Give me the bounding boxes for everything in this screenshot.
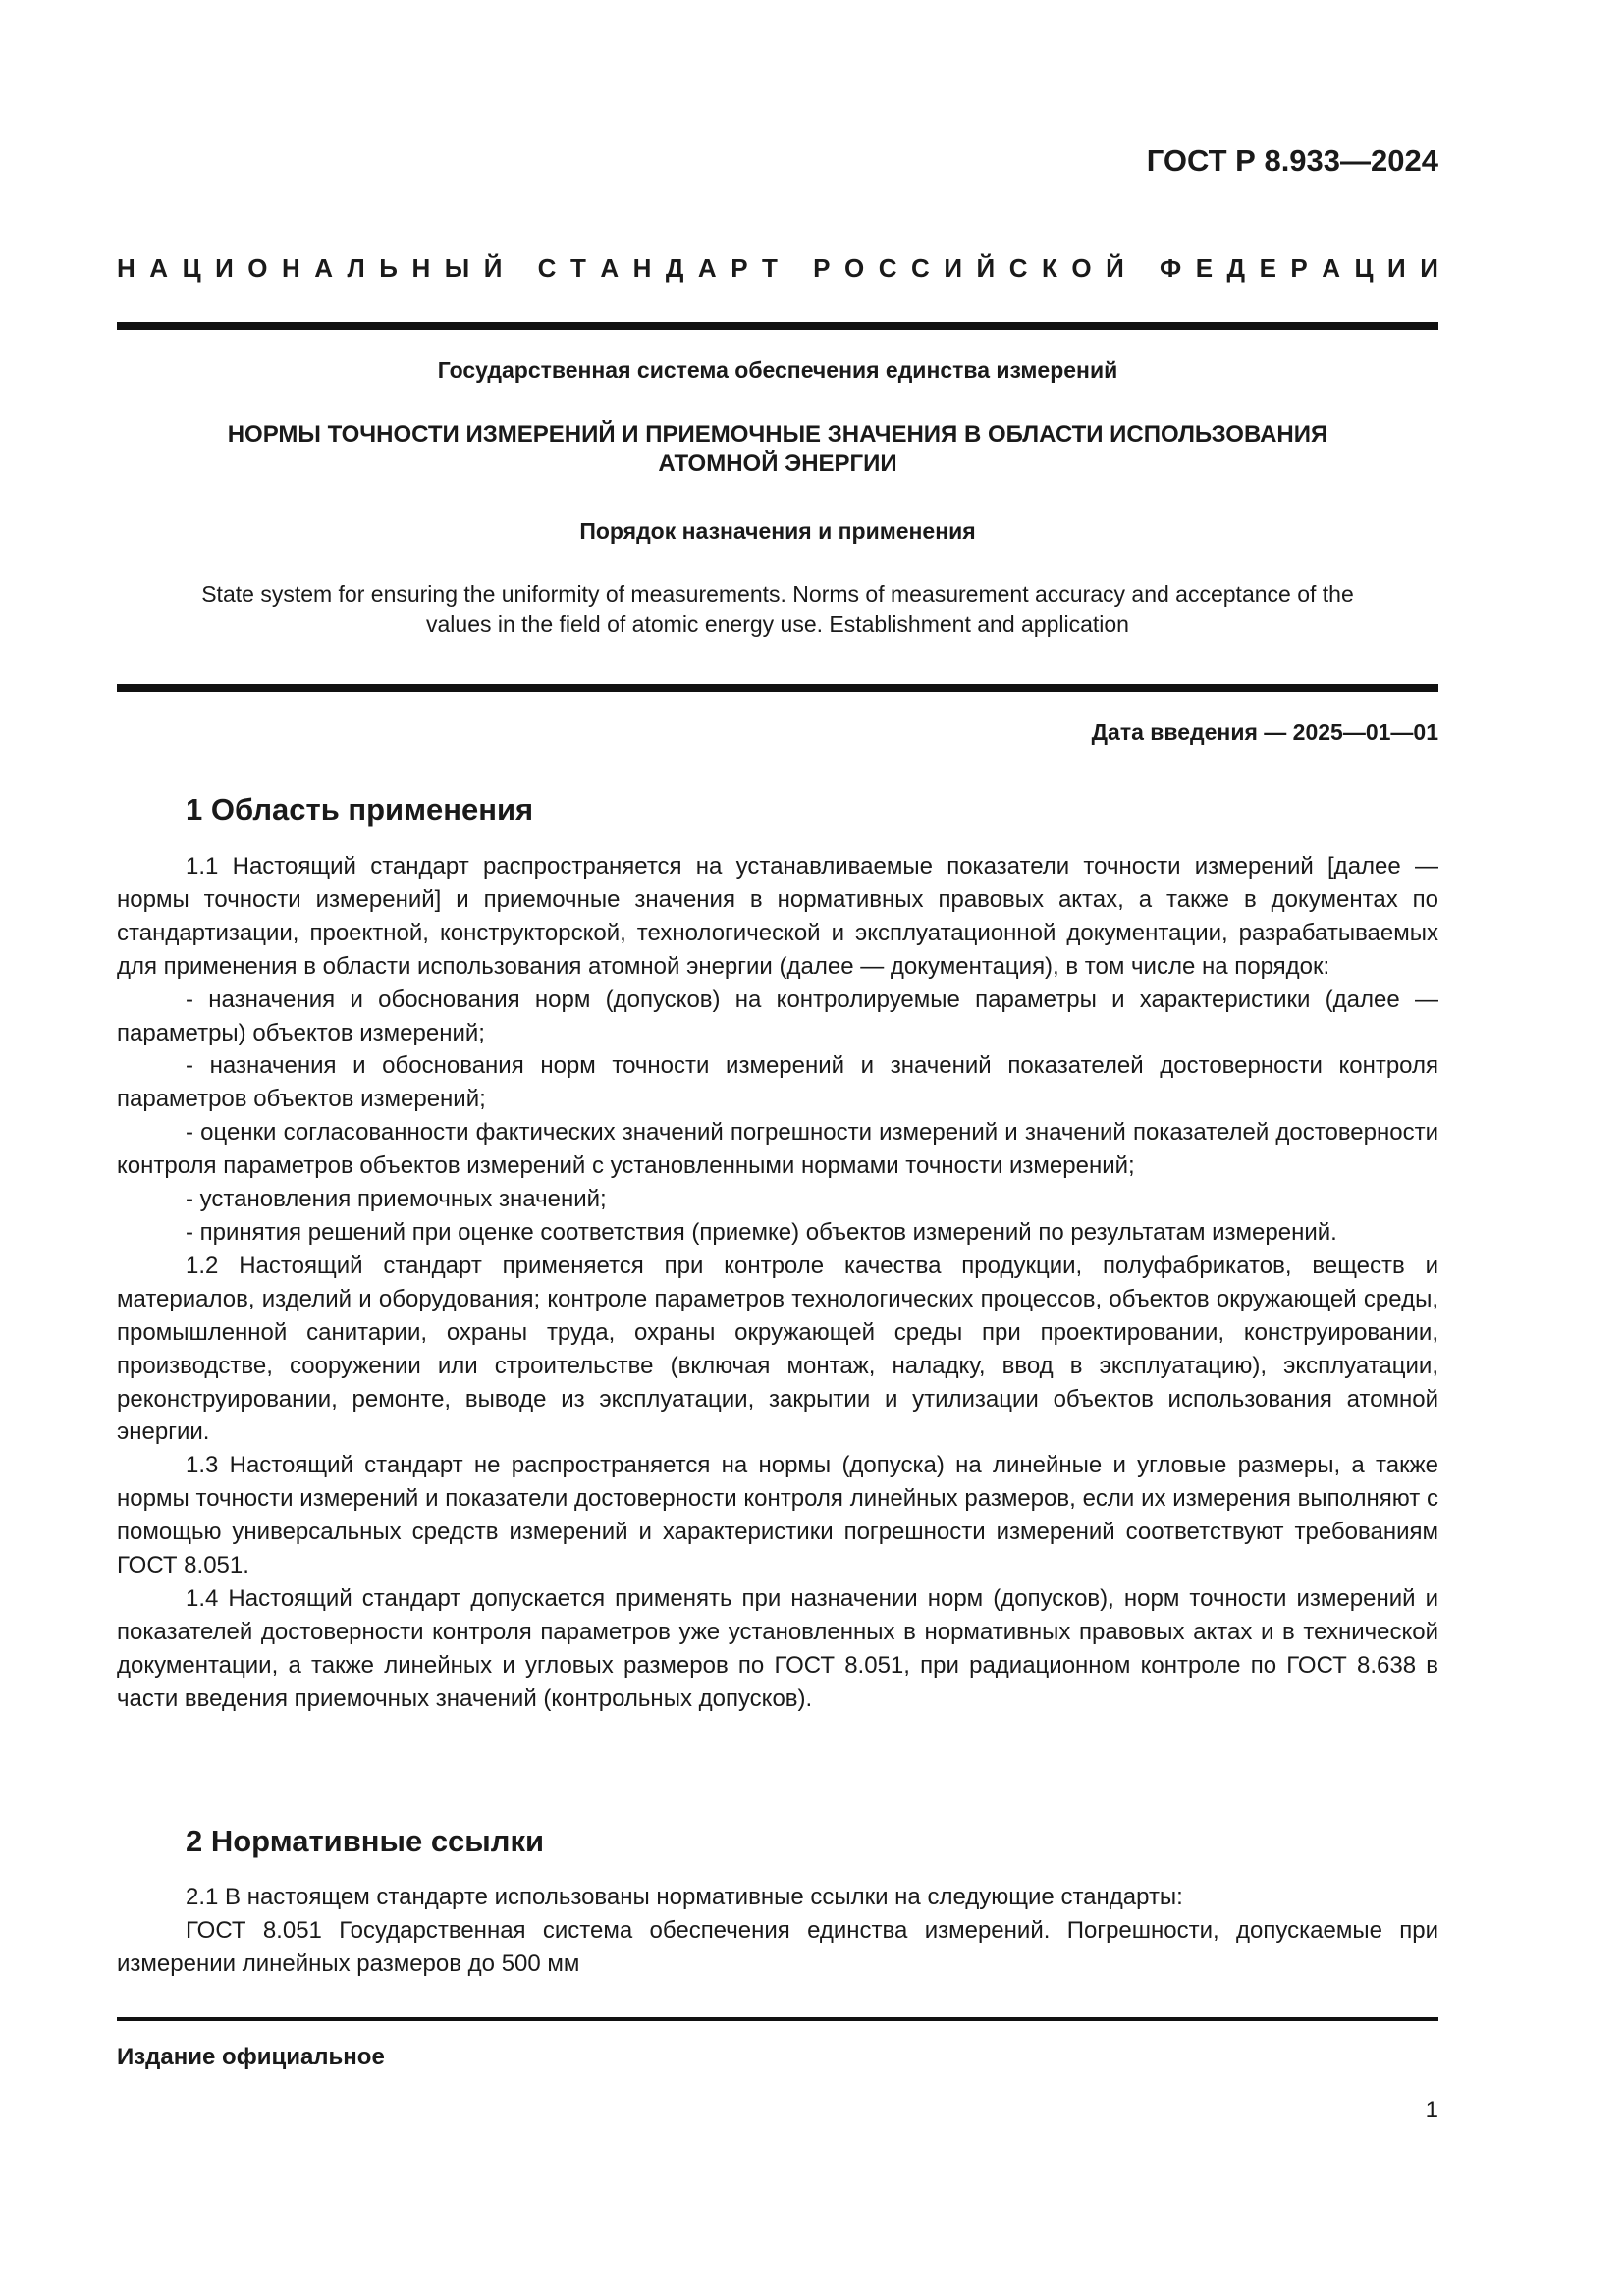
paragraph: 1.2 Настоящий стандарт применяется при контроле качества продукции, полуфабрикатов, веществ и материалов, изделий и оборудования; контроле параметров технологических процессов, объектов окружающей среды, промышленной санитарии, охраны труда, охраны окружающей среды при проектировании, конструировании, производстве, сооружении или строительстве (включая монтаж, наладку, ввод в эксплуатацию), эксплуатации, реконструировании, ремонте, выводе из эксплуатации, закрытии и утилизации объектов использования атомной энергии. bbox=[117, 1252, 1438, 1446]
header-letter: Н bbox=[281, 253, 300, 283]
document-number: ГОСТ Р 8.933—2024 bbox=[1146, 143, 1438, 178]
header-letter: Ь bbox=[379, 253, 398, 283]
header-letter: Н bbox=[632, 253, 652, 283]
header-letter: Е bbox=[1195, 253, 1214, 283]
title-bottom-rule bbox=[117, 684, 1438, 692]
header-letter: Ц bbox=[1354, 253, 1374, 283]
header-letter: Й bbox=[976, 253, 996, 283]
header-letter: Д bbox=[1226, 253, 1246, 283]
list-item: - установления приемочных значений; bbox=[186, 1186, 607, 1213]
header-letter: С bbox=[911, 253, 930, 283]
header-letter: Ф bbox=[1160, 253, 1182, 283]
purpose-title: Порядок назначения и применения bbox=[579, 518, 976, 544]
main-title-line-1: НОРМЫ ТОЧНОСТИ ИЗМЕРЕНИЙ И ПРИЕМОЧНЫЕ ЗНАЧЕНИЯ В ОБЛАСТИ ИСПОЛЬЗОВАНИЯ bbox=[227, 421, 1328, 448]
header-letter: О bbox=[1071, 253, 1092, 283]
header-letter: Н bbox=[411, 253, 431, 283]
official-edition-label: Издание официальное bbox=[117, 2044, 385, 2070]
header-letter: Н bbox=[117, 253, 135, 283]
paragraph: 1.3 Настоящий стандарт не распространяется на нормы (допуска) на линейные и угловые размеры, а также нормы точности измерений и показатели достоверности контроля линейных размеров, если их измерения выполняют с помощью универсальных средств измерений и характеристики погрешности измерений соответствуют требованиям ГОСТ 8.051. bbox=[117, 1452, 1438, 1579]
header-letter: И bbox=[215, 253, 234, 283]
header-letter: Е bbox=[1259, 253, 1276, 283]
national-standard-header bbox=[117, 253, 1438, 284]
english-title-line-1: State system for ensuring the uniformity of measurements. Norms of measurement accuracy and acceptance of the bbox=[201, 581, 1354, 607]
header-letter: Й bbox=[483, 253, 503, 283]
header-letter: С bbox=[878, 253, 897, 283]
header-space bbox=[1138, 253, 1145, 284]
header-letter: А bbox=[1322, 253, 1341, 283]
list-item: - назначения и обоснования норм (допусков) на контролируемые параметры и характеристики (далее — параметры) объектов измерений; bbox=[117, 986, 1438, 1046]
header-space bbox=[516, 253, 523, 284]
header-letter: С bbox=[1008, 253, 1028, 283]
header-letter: Т bbox=[569, 253, 586, 283]
paragraph: 1.1 Настоящий стандарт распространяется на устанавливаемые показатели точности измерений [далее — нормы точности измерений] и приемочные значения в нормативных правовых актах, а также в документах по стандартизации, проектной, конструкторской, технологической и эксплуатационной документации, разрабатываемых для применения в области использования атомной энергии (далее — документация), в том числе на порядок: bbox=[117, 853, 1438, 980]
document-page bbox=[117, 0, 1438, 2296]
section-1-body bbox=[117, 850, 1438, 1716]
reference-item: ГОСТ 8.051 Государственная система обеспечения единства измерений. Погрешности, допускаемые при измерении линейных размеров до 500 мм bbox=[117, 1916, 1438, 1977]
header-letter: А bbox=[314, 253, 334, 283]
top-rule bbox=[117, 322, 1438, 330]
paragraph: 1.4 Настоящий стандарт допускается применять при назначении норм (допусков), норм точности измерений и показателей достоверности контроля параметров уже установленных в нормативных правовых актах и в технической документации, а также линейных и угловых размеров по ГОСТ 8.051, при радиационном контроле по ГОСТ 8.638 в части введения приемочных значений (контрольных допусков). bbox=[117, 1584, 1438, 1712]
english-title-line-2: values in the field of atomic energy use. Establishment and application bbox=[426, 612, 1129, 637]
section-1-heading: 1 Область применения bbox=[186, 792, 534, 827]
paragraph: 2.1 В настоящем стандарте использованы нормативные ссылки на следующие стандарты: bbox=[186, 1884, 1183, 1910]
header-letter: Р bbox=[731, 253, 748, 283]
header-letter: И bbox=[1420, 253, 1438, 283]
header-letter: О bbox=[247, 253, 268, 283]
list-item: - назначения и обоснования норм точности измерений и значений показателей достоверности контроля параметров объектов измерений; bbox=[117, 1052, 1438, 1113]
introduction-date: Дата введения — 2025—01—01 bbox=[1091, 720, 1438, 745]
page-number: 1 bbox=[1425, 2097, 1438, 2123]
header-letter: А bbox=[600, 253, 620, 283]
english-title bbox=[117, 579, 1438, 640]
header-letter: О bbox=[844, 253, 865, 283]
header-space bbox=[791, 253, 798, 284]
section-2-body bbox=[117, 1881, 1438, 1981]
header-letter: Р bbox=[1290, 253, 1308, 283]
main-title bbox=[117, 420, 1438, 479]
system-title: Государственная система обеспечения единства измерений bbox=[437, 357, 1118, 383]
header-letter: Т bbox=[762, 253, 778, 283]
footer-rule bbox=[117, 2017, 1438, 2021]
list-item: - принятия решений при оценке соответствия (приемке) объектов измерений по результатам измерений. bbox=[186, 1218, 1337, 1246]
header-letter: Л bbox=[347, 253, 365, 283]
header-letter: Д bbox=[665, 253, 684, 283]
header-letter: Р bbox=[813, 253, 831, 283]
header-letter: К bbox=[1041, 253, 1057, 283]
section-2-heading: 2 Нормативные ссылки bbox=[186, 1824, 545, 1858]
header-letter: С bbox=[537, 253, 557, 283]
main-title-line-2: АТОМНОЙ ЭНЕРГИИ bbox=[658, 451, 897, 477]
header-letter: Ц bbox=[182, 253, 201, 283]
header-letter: Ы bbox=[444, 253, 470, 283]
header-letter: И bbox=[1387, 253, 1406, 283]
header-letter: А bbox=[149, 253, 169, 283]
header-letter: А bbox=[697, 253, 717, 283]
header-letter: Й bbox=[1106, 253, 1124, 283]
header-letter: И bbox=[944, 253, 962, 283]
list-item: - оценки согласованности фактических значений погрешности измерений и значений показателей достоверности контроля параметров объектов измерений с установленными нормами точности измерений; bbox=[117, 1119, 1438, 1180]
